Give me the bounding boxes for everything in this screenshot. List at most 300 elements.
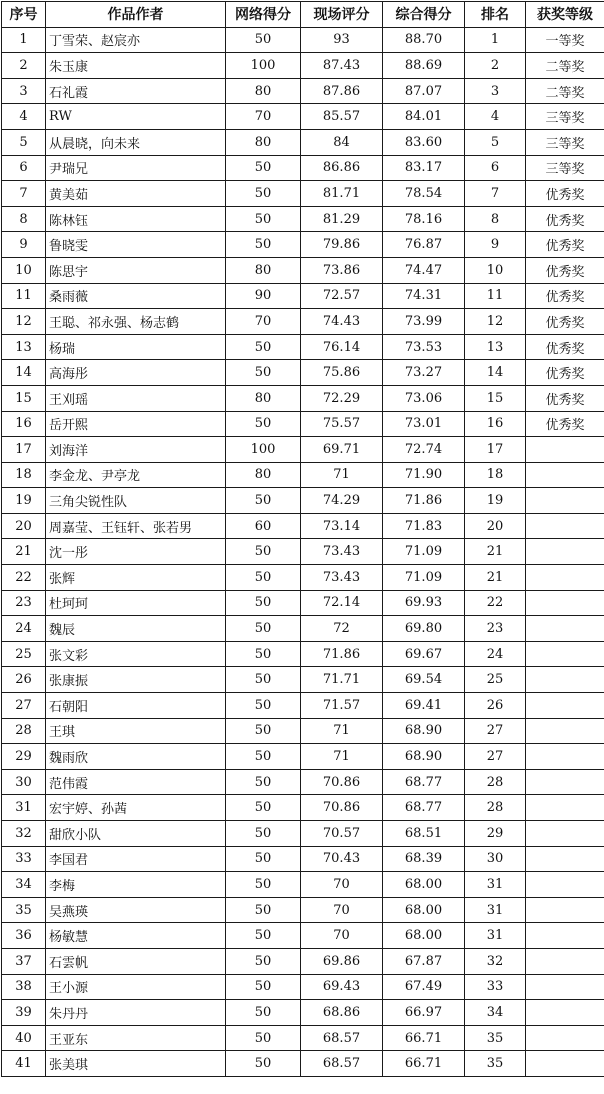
serial-number-cell: 18 xyxy=(2,462,46,488)
serial-number-cell: 5 xyxy=(2,129,46,155)
web-score-cell: 50 xyxy=(226,641,301,667)
total-score-cell: 74.47 xyxy=(383,257,465,283)
table-row xyxy=(2,897,604,923)
web-score-cell: 50 xyxy=(226,539,301,565)
rank-cell: 6 xyxy=(465,155,526,181)
award-cell: 优秀奖 xyxy=(526,360,604,386)
table-row xyxy=(2,257,604,283)
table-row xyxy=(2,78,604,104)
table-row xyxy=(2,334,604,360)
award-cell xyxy=(526,718,604,744)
table-row xyxy=(2,923,604,949)
web-score-cell: 50 xyxy=(226,667,301,693)
web-score-cell: 50 xyxy=(226,897,301,923)
serial-number-cell: 15 xyxy=(2,385,46,411)
live-score-cell: 87.43 xyxy=(301,53,383,79)
live-score-cell: 71 xyxy=(301,462,383,488)
rank-cell: 35 xyxy=(465,1051,526,1077)
web-score-cell: 50 xyxy=(226,565,301,591)
table-row xyxy=(2,718,604,744)
author-cell: 尹瑞兄 xyxy=(46,155,226,181)
web-score-cell: 50 xyxy=(226,334,301,360)
rank-cell: 14 xyxy=(465,360,526,386)
serial-number-cell: 30 xyxy=(2,769,46,795)
live-score-cell: 71.71 xyxy=(301,667,383,693)
rank-cell: 35 xyxy=(465,1025,526,1051)
live-score-cell: 73.43 xyxy=(301,565,383,591)
web-score-cell: 80 xyxy=(226,78,301,104)
award-cell xyxy=(526,974,604,1000)
total-score-cell: 67.87 xyxy=(383,948,465,974)
total-score-cell: 73.01 xyxy=(383,411,465,437)
live-score-cell: 69.43 xyxy=(301,974,383,1000)
rank-cell: 4 xyxy=(465,104,526,130)
rank-cell: 26 xyxy=(465,693,526,719)
award-cell: 优秀奖 xyxy=(526,385,604,411)
serial-number-cell: 22 xyxy=(2,565,46,591)
total-score-cell: 88.69 xyxy=(383,53,465,79)
web-score-cell: 60 xyxy=(226,513,301,539)
serial-number-cell: 4 xyxy=(2,104,46,130)
serial-number-cell: 24 xyxy=(2,616,46,642)
header-author: 作品作者 xyxy=(46,2,226,28)
award-cell xyxy=(526,667,604,693)
serial-number-cell: 27 xyxy=(2,693,46,719)
award-cell: 优秀奖 xyxy=(526,411,604,437)
award-cell xyxy=(526,795,604,821)
award-cell xyxy=(526,616,604,642)
table-row xyxy=(2,462,604,488)
total-score-cell: 73.06 xyxy=(383,385,465,411)
serial-number-cell: 12 xyxy=(2,309,46,335)
award-cell: 一等奖 xyxy=(526,27,604,53)
serial-number-cell: 21 xyxy=(2,539,46,565)
live-score-cell: 85.57 xyxy=(301,104,383,130)
rank-cell: 31 xyxy=(465,897,526,923)
author-cell: 三角尖锐性队 xyxy=(46,488,226,514)
total-score-cell: 76.87 xyxy=(383,232,465,258)
award-cell: 优秀奖 xyxy=(526,181,604,207)
serial-number-cell: 2 xyxy=(2,53,46,79)
web-score-cell: 80 xyxy=(226,257,301,283)
author-cell: 张美琪 xyxy=(46,1051,226,1077)
author-cell: 石礼霞 xyxy=(46,78,226,104)
author-cell: RW xyxy=(46,104,226,130)
total-score-cell: 68.51 xyxy=(383,821,465,847)
serial-number-cell: 11 xyxy=(2,283,46,309)
live-score-cell: 70.86 xyxy=(301,769,383,795)
award-cell xyxy=(526,590,604,616)
rank-cell: 20 xyxy=(465,513,526,539)
serial-number-cell: 19 xyxy=(2,488,46,514)
web-score-cell: 50 xyxy=(226,872,301,898)
live-score-cell: 73.43 xyxy=(301,539,383,565)
author-cell: 魏雨欣 xyxy=(46,744,226,770)
author-cell: 杨瑞 xyxy=(46,334,226,360)
total-score-cell: 71.86 xyxy=(383,488,465,514)
award-cell xyxy=(526,1025,604,1051)
award-cell: 三等奖 xyxy=(526,129,604,155)
web-score-cell: 50 xyxy=(226,411,301,437)
award-cell xyxy=(526,897,604,923)
table-row xyxy=(2,872,604,898)
serial-number-cell: 41 xyxy=(2,1051,46,1077)
total-score-cell: 69.41 xyxy=(383,693,465,719)
rank-cell: 8 xyxy=(465,206,526,232)
web-score-cell: 90 xyxy=(226,283,301,309)
rank-cell: 25 xyxy=(465,667,526,693)
web-score-cell: 50 xyxy=(226,948,301,974)
rank-cell: 28 xyxy=(465,769,526,795)
rank-cell: 31 xyxy=(465,923,526,949)
author-cell: 杨敏慧 xyxy=(46,923,226,949)
serial-number-cell: 10 xyxy=(2,257,46,283)
table-row xyxy=(2,104,604,130)
award-cell xyxy=(526,821,604,847)
serial-number-cell: 32 xyxy=(2,821,46,847)
total-score-cell: 71.09 xyxy=(383,565,465,591)
live-score-cell: 71.57 xyxy=(301,693,383,719)
author-cell: 李国君 xyxy=(46,846,226,872)
total-score-cell: 78.54 xyxy=(383,181,465,207)
web-score-cell: 50 xyxy=(226,488,301,514)
table-row xyxy=(2,1025,604,1051)
author-cell: 黄美茹 xyxy=(46,181,226,207)
serial-number-cell: 6 xyxy=(2,155,46,181)
author-cell: 宏宇婷、孙茜 xyxy=(46,795,226,821)
table-row xyxy=(2,181,604,207)
live-score-cell: 72 xyxy=(301,616,383,642)
award-cell: 优秀奖 xyxy=(526,232,604,258)
serial-number-cell: 28 xyxy=(2,718,46,744)
award-cell xyxy=(526,488,604,514)
author-cell: 桑雨薇 xyxy=(46,283,226,309)
author-cell: 范伟霞 xyxy=(46,769,226,795)
web-score-cell: 50 xyxy=(226,590,301,616)
table-row xyxy=(2,641,604,667)
total-score-cell: 83.17 xyxy=(383,155,465,181)
header-serial-number: 序号 xyxy=(2,2,46,28)
live-score-cell: 68.57 xyxy=(301,1025,383,1051)
rank-cell: 15 xyxy=(465,385,526,411)
rank-cell: 23 xyxy=(465,616,526,642)
rank-cell: 21 xyxy=(465,539,526,565)
award-cell xyxy=(526,872,604,898)
live-score-cell: 74.43 xyxy=(301,309,383,335)
web-score-cell: 50 xyxy=(226,232,301,258)
award-cell: 优秀奖 xyxy=(526,206,604,232)
total-score-cell: 68.77 xyxy=(383,769,465,795)
rank-cell: 1 xyxy=(465,27,526,53)
rank-cell: 11 xyxy=(465,283,526,309)
web-score-cell: 50 xyxy=(226,1000,301,1026)
web-score-cell: 50 xyxy=(226,923,301,949)
author-cell: 岳开熙 xyxy=(46,411,226,437)
award-cell xyxy=(526,539,604,565)
live-score-cell: 69.71 xyxy=(301,437,383,463)
award-cell xyxy=(526,513,604,539)
rank-cell: 31 xyxy=(465,872,526,898)
web-score-cell: 50 xyxy=(226,693,301,719)
header-total-score: 综合得分 xyxy=(383,2,465,28)
serial-number-cell: 8 xyxy=(2,206,46,232)
web-score-cell: 50 xyxy=(226,206,301,232)
total-score-cell: 68.39 xyxy=(383,846,465,872)
rank-cell: 27 xyxy=(465,744,526,770)
web-score-cell: 50 xyxy=(226,718,301,744)
rank-cell: 9 xyxy=(465,232,526,258)
table-row xyxy=(2,590,604,616)
award-cell: 优秀奖 xyxy=(526,309,604,335)
serial-number-cell: 26 xyxy=(2,667,46,693)
table-row xyxy=(2,795,604,821)
live-score-cell: 70 xyxy=(301,872,383,898)
web-score-cell: 50 xyxy=(226,1025,301,1051)
total-score-cell: 66.97 xyxy=(383,1000,465,1026)
table-row xyxy=(2,488,604,514)
rank-cell: 7 xyxy=(465,181,526,207)
total-score-cell: 87.07 xyxy=(383,78,465,104)
author-cell: 王聪、祁永强、杨志鹤 xyxy=(46,309,226,335)
web-score-cell: 100 xyxy=(226,53,301,79)
table-row xyxy=(2,1000,604,1026)
table-row xyxy=(2,846,604,872)
author-cell: 甜欣小队 xyxy=(46,821,226,847)
serial-number-cell: 9 xyxy=(2,232,46,258)
author-cell: 高海彤 xyxy=(46,360,226,386)
serial-number-cell: 40 xyxy=(2,1025,46,1051)
table-row xyxy=(2,1051,604,1077)
award-cell xyxy=(526,769,604,795)
web-score-cell: 50 xyxy=(226,821,301,847)
rank-cell: 2 xyxy=(465,53,526,79)
serial-number-cell: 29 xyxy=(2,744,46,770)
rank-cell: 3 xyxy=(465,78,526,104)
table-row xyxy=(2,129,604,155)
award-cell xyxy=(526,437,604,463)
total-score-cell: 73.99 xyxy=(383,309,465,335)
table-row xyxy=(2,309,604,335)
table-row xyxy=(2,667,604,693)
author-cell: 魏辰 xyxy=(46,616,226,642)
live-score-cell: 81.29 xyxy=(301,206,383,232)
award-cell xyxy=(526,641,604,667)
web-score-cell: 50 xyxy=(226,769,301,795)
rank-cell: 34 xyxy=(465,1000,526,1026)
web-score-cell: 50 xyxy=(226,1051,301,1077)
award-cell: 二等奖 xyxy=(526,53,604,79)
table-row xyxy=(2,437,604,463)
total-score-cell: 68.00 xyxy=(383,923,465,949)
author-cell: 王琪 xyxy=(46,718,226,744)
header-row xyxy=(2,2,604,28)
author-cell: 吴燕瑛 xyxy=(46,897,226,923)
table-row xyxy=(2,155,604,181)
serial-number-cell: 16 xyxy=(2,411,46,437)
serial-number-cell: 25 xyxy=(2,641,46,667)
total-score-cell: 71.09 xyxy=(383,539,465,565)
live-score-cell: 76.14 xyxy=(301,334,383,360)
web-score-cell: 80 xyxy=(226,462,301,488)
table-row xyxy=(2,744,604,770)
award-cell: 优秀奖 xyxy=(526,257,604,283)
table-row xyxy=(2,27,604,53)
award-cell xyxy=(526,948,604,974)
total-score-cell: 68.00 xyxy=(383,872,465,898)
author-cell: 鲁晓雯 xyxy=(46,232,226,258)
live-score-cell: 84 xyxy=(301,129,383,155)
rank-cell: 21 xyxy=(465,565,526,591)
live-score-cell: 81.71 xyxy=(301,181,383,207)
rank-cell: 32 xyxy=(465,948,526,974)
total-score-cell: 71.90 xyxy=(383,462,465,488)
award-cell xyxy=(526,846,604,872)
web-score-cell: 50 xyxy=(226,974,301,1000)
award-cell: 三等奖 xyxy=(526,155,604,181)
table-row xyxy=(2,360,604,386)
header-rank: 排名 xyxy=(465,2,526,28)
serial-number-cell: 33 xyxy=(2,846,46,872)
results-table xyxy=(1,1,604,1077)
header-web-score: 网络得分 xyxy=(226,2,301,28)
live-score-cell: 75.86 xyxy=(301,360,383,386)
table-row xyxy=(2,769,604,795)
total-score-cell: 84.01 xyxy=(383,104,465,130)
award-cell: 二等奖 xyxy=(526,78,604,104)
rank-cell: 27 xyxy=(465,718,526,744)
author-cell: 王刈瑶 xyxy=(46,385,226,411)
author-cell: 张康振 xyxy=(46,667,226,693)
live-score-cell: 69.86 xyxy=(301,948,383,974)
table-row xyxy=(2,232,604,258)
award-cell xyxy=(526,693,604,719)
serial-number-cell: 36 xyxy=(2,923,46,949)
serial-number-cell: 31 xyxy=(2,795,46,821)
serial-number-cell: 35 xyxy=(2,897,46,923)
web-score-cell: 70 xyxy=(226,309,301,335)
award-cell: 优秀奖 xyxy=(526,283,604,309)
web-score-cell: 80 xyxy=(226,129,301,155)
serial-number-cell: 23 xyxy=(2,590,46,616)
web-score-cell: 80 xyxy=(226,385,301,411)
award-cell xyxy=(526,1051,604,1077)
rank-cell: 18 xyxy=(465,462,526,488)
total-score-cell: 68.00 xyxy=(383,897,465,923)
live-score-cell: 74.29 xyxy=(301,488,383,514)
author-cell: 石朝阳 xyxy=(46,693,226,719)
award-cell: 优秀奖 xyxy=(526,334,604,360)
total-score-cell: 69.93 xyxy=(383,590,465,616)
award-cell xyxy=(526,744,604,770)
total-score-cell: 73.27 xyxy=(383,360,465,386)
table-row xyxy=(2,539,604,565)
live-score-cell: 71 xyxy=(301,718,383,744)
live-score-cell: 68.86 xyxy=(301,1000,383,1026)
web-score-cell: 50 xyxy=(226,846,301,872)
rank-cell: 22 xyxy=(465,590,526,616)
web-score-cell: 50 xyxy=(226,360,301,386)
web-score-cell: 50 xyxy=(226,155,301,181)
web-score-cell: 50 xyxy=(226,27,301,53)
award-cell xyxy=(526,565,604,591)
author-cell: 石雲帆 xyxy=(46,948,226,974)
serial-number-cell: 20 xyxy=(2,513,46,539)
total-score-cell: 68.77 xyxy=(383,795,465,821)
serial-number-cell: 3 xyxy=(2,78,46,104)
author-cell: 王亚东 xyxy=(46,1025,226,1051)
total-score-cell: 69.67 xyxy=(383,641,465,667)
table-row xyxy=(2,206,604,232)
serial-number-cell: 34 xyxy=(2,872,46,898)
rank-cell: 24 xyxy=(465,641,526,667)
live-score-cell: 86.86 xyxy=(301,155,383,181)
table-row xyxy=(2,411,604,437)
total-score-cell: 69.80 xyxy=(383,616,465,642)
header-live-score: 现场评分 xyxy=(301,2,383,28)
author-cell: 沈一彤 xyxy=(46,539,226,565)
author-cell: 张辉 xyxy=(46,565,226,591)
web-score-cell: 50 xyxy=(226,181,301,207)
total-score-cell: 71.83 xyxy=(383,513,465,539)
web-score-cell: 50 xyxy=(226,795,301,821)
live-score-cell: 73.86 xyxy=(301,257,383,283)
table-row xyxy=(2,385,604,411)
rank-cell: 17 xyxy=(465,437,526,463)
rank-cell: 33 xyxy=(465,974,526,1000)
serial-number-cell: 39 xyxy=(2,1000,46,1026)
web-score-cell: 100 xyxy=(226,437,301,463)
rank-cell: 16 xyxy=(465,411,526,437)
author-cell: 丁雪荣、赵宸亦 xyxy=(46,27,226,53)
total-score-cell: 73.53 xyxy=(383,334,465,360)
author-cell: 朱玉康 xyxy=(46,53,226,79)
author-cell: 刘海洋 xyxy=(46,437,226,463)
live-score-cell: 70.43 xyxy=(301,846,383,872)
award-cell xyxy=(526,923,604,949)
live-score-cell: 70 xyxy=(301,897,383,923)
web-score-cell: 70 xyxy=(226,104,301,130)
table-row xyxy=(2,565,604,591)
live-score-cell: 68.57 xyxy=(301,1051,383,1077)
author-cell: 从晨晓，向未来 xyxy=(46,129,226,155)
table-header xyxy=(2,2,604,28)
total-score-cell: 69.54 xyxy=(383,667,465,693)
rank-cell: 10 xyxy=(465,257,526,283)
web-score-cell: 50 xyxy=(226,616,301,642)
author-cell: 陈林钰 xyxy=(46,206,226,232)
live-score-cell: 71 xyxy=(301,744,383,770)
author-cell: 朱丹丹 xyxy=(46,1000,226,1026)
live-score-cell: 70 xyxy=(301,923,383,949)
live-score-cell: 70.86 xyxy=(301,795,383,821)
table-row xyxy=(2,513,604,539)
table-row xyxy=(2,974,604,1000)
web-score-cell: 50 xyxy=(226,744,301,770)
live-score-cell: 72.57 xyxy=(301,283,383,309)
total-score-cell: 67.49 xyxy=(383,974,465,1000)
author-cell: 陈思宇 xyxy=(46,257,226,283)
rank-cell: 13 xyxy=(465,334,526,360)
total-score-cell: 68.90 xyxy=(383,744,465,770)
author-cell: 周嘉莹、王钰轩、张若男 xyxy=(46,513,226,539)
live-score-cell: 87.86 xyxy=(301,78,383,104)
total-score-cell: 88.70 xyxy=(383,27,465,53)
table-row xyxy=(2,821,604,847)
total-score-cell: 66.71 xyxy=(383,1025,465,1051)
rank-cell: 28 xyxy=(465,795,526,821)
rank-cell: 29 xyxy=(465,821,526,847)
total-score-cell: 78.16 xyxy=(383,206,465,232)
